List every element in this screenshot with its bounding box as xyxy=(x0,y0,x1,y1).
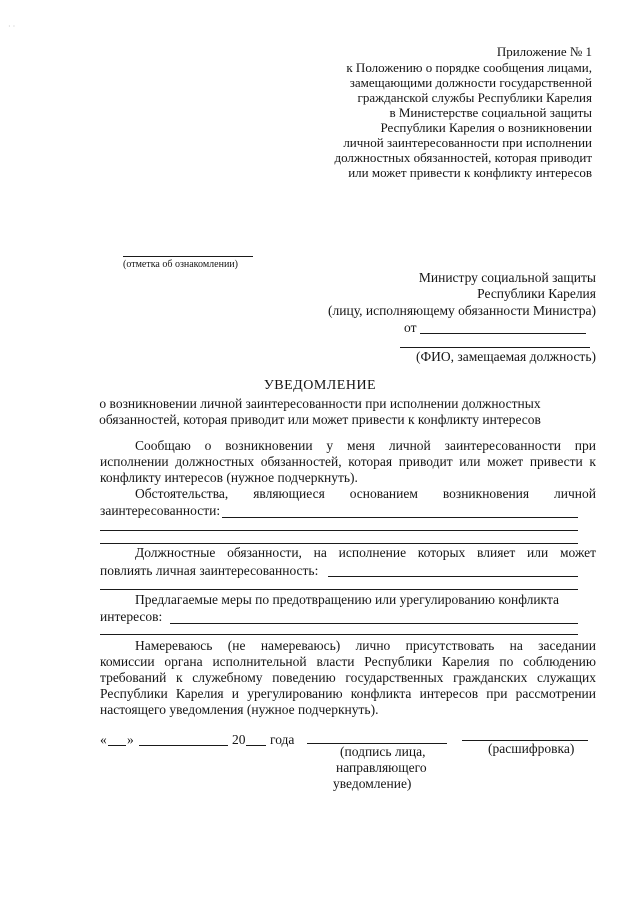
from-label: от xyxy=(404,320,417,335)
scan-specks: · · xyxy=(8,22,16,31)
appendix-line: или может привести к конфликту интересов xyxy=(348,165,592,180)
appendix-line: должностных обязанностей, которая приводит xyxy=(334,150,592,165)
decode-caption: (расшифровка) xyxy=(488,741,575,756)
para5-line: комиссии органа исполнительной власти Республики Карелия по соблюдению xyxy=(100,654,596,669)
date-quote-close: » xyxy=(127,732,134,747)
fio-line xyxy=(400,347,590,348)
appendix-line: гражданской службы Республики Карелия xyxy=(357,90,592,105)
appendix-line: к Положению о порядке сообщения лицами, xyxy=(346,60,592,75)
month-line[interactable] xyxy=(139,745,228,746)
year-prefix: 20 xyxy=(232,732,246,747)
addressee-line3: (лицу, исполняющему обязанности Министра) xyxy=(328,303,596,318)
para1-line: исполнении должностных обязанностей, которая приводит или может привести к xyxy=(100,454,596,469)
fill-line[interactable] xyxy=(100,589,578,590)
ack-line xyxy=(123,256,253,257)
appendix-title: Приложение № 1 xyxy=(496,44,592,59)
sign-caption: направляющего xyxy=(336,760,427,775)
notice-subtitle: о возникновении личной заинтересованности при исполнении должностных xyxy=(99,396,541,411)
addressee-line1: Министру социальной защиты xyxy=(418,270,596,285)
addressee-line2: Республики Карелия xyxy=(477,286,596,301)
fio-caption: (ФИО, замещаемая должность) xyxy=(415,349,596,364)
from-line xyxy=(420,333,586,334)
appendix-line: замещающими должности государственной xyxy=(349,75,592,90)
fill-line[interactable] xyxy=(100,634,578,635)
para1-line: Сообщаю о возникновении у меня личной заинтересованности при xyxy=(135,438,596,453)
para5-line: требований к служебному поведению государственных гражданских служащих xyxy=(100,670,596,685)
fill-line[interactable] xyxy=(100,543,578,544)
para4-line: интересов: xyxy=(100,609,163,624)
notice-title: УВЕДОМЛЕНИЕ xyxy=(263,378,377,393)
para5-line: настоящего уведомления (нужное подчеркнуть). xyxy=(100,702,379,717)
para2-line: Обстоятельства, являющиеся основанием возникновения личной xyxy=(135,486,596,501)
para4-line: Предлагаемые меры по предотвращению или урегулированию конфликта xyxy=(135,592,559,607)
ack-caption: (отметка об ознакомлении) xyxy=(123,259,238,270)
appendix-line: в Министерстве социальной защиты xyxy=(389,105,592,120)
year-line[interactable] xyxy=(246,745,266,746)
para3-line: повлиять личная заинтересованность: xyxy=(100,563,319,578)
fill-line[interactable] xyxy=(222,517,578,518)
appendix-line: Республики Карелия о возникновении xyxy=(380,120,592,135)
para5-line: Намереваюсь (не намереваюсь) лично присутствовать на заседании xyxy=(135,638,596,653)
para1-line: конфликту интересов (нужное подчеркнуть). xyxy=(100,470,358,485)
para2-line: заинтересованности: xyxy=(100,503,221,518)
para5-line: Республики Карелия и урегулированию конфликта интересов при рассмотрении xyxy=(100,686,596,701)
sign-caption: (подпись лица, xyxy=(340,744,426,759)
sign-caption: уведомление) xyxy=(333,776,412,791)
appendix-line: личной заинтересованности при исполнении xyxy=(343,135,592,150)
year-suffix: года xyxy=(270,732,295,747)
para3-line: Должностные обязанности, на исполнение которых влияет или может xyxy=(135,545,596,560)
fill-line[interactable] xyxy=(170,623,578,624)
fill-line[interactable] xyxy=(100,530,578,531)
notice-subtitle: обязанностей, которая приводит или может привести к конфликту интересов xyxy=(99,412,541,427)
day-line[interactable] xyxy=(108,745,126,746)
date-quote-open: « xyxy=(100,732,107,747)
fill-line[interactable] xyxy=(328,576,578,577)
